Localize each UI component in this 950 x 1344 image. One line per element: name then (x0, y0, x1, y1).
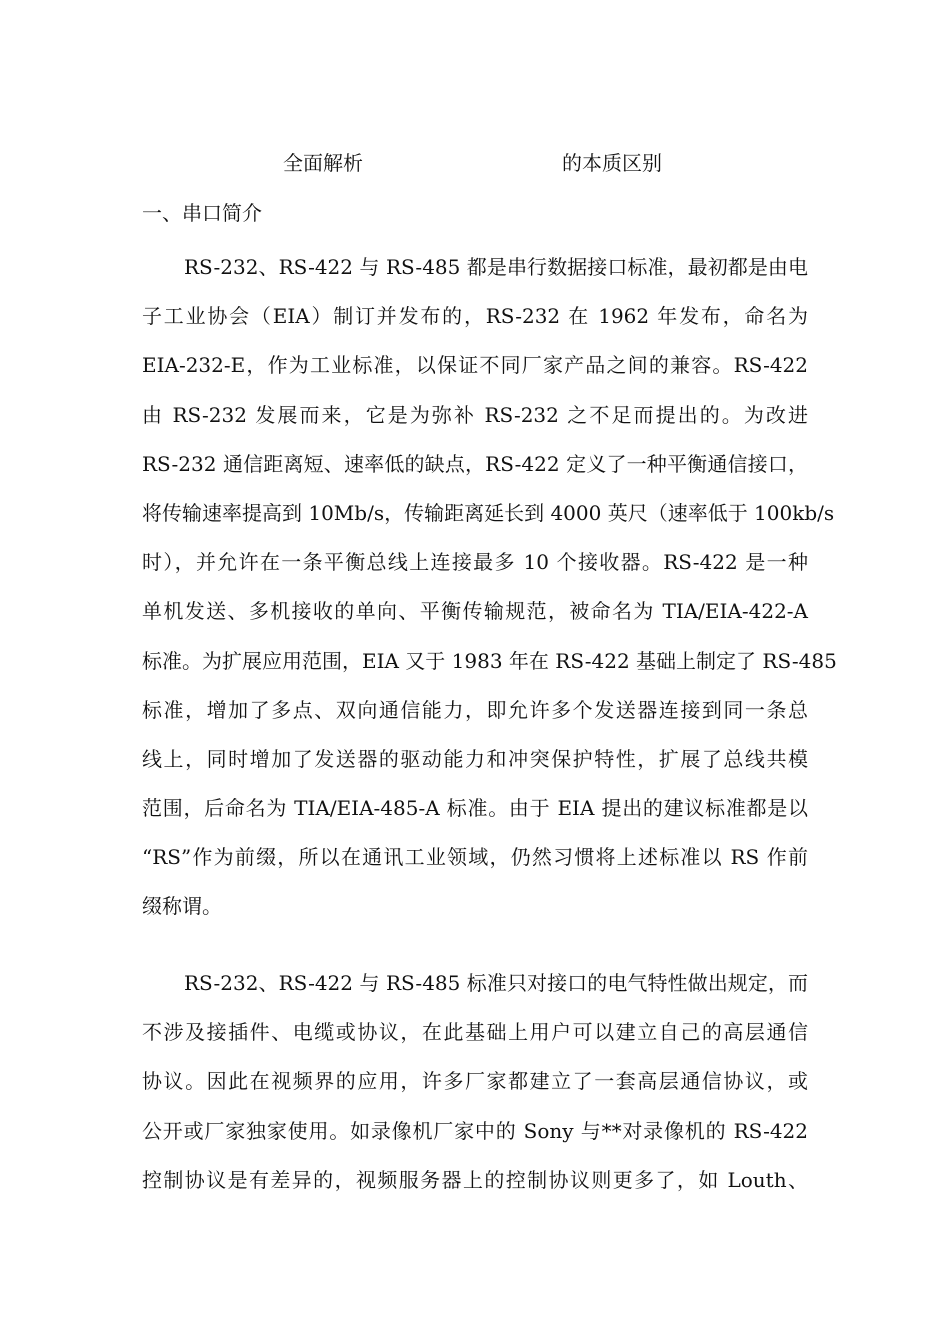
paragraph-line: 协议。因此在视频界的应用，许多厂家都建立了一套高层通信协议，或 (142, 1069, 808, 1094)
paragraph-1 (142, 243, 837, 932)
paragraph-line: 时），并允许在一条平衡总线上连接最多 10 个接收器。RS-422 是一种 (142, 550, 808, 575)
paragraph-line: 标准，增加了多点、双向通信能力，即允许多个发送器连接到同一条总 (142, 697, 808, 722)
paragraph-line: 将传输速率提高到 10Mb/s，传输距离延长到 4000 英尺（速率低于 100kb/s (142, 500, 835, 525)
paragraph-line: 子工业协会（EIA）制订并发布的，RS-232 在 1962 年发布，命名为 (142, 304, 808, 329)
paragraph-line: EIA-232-E，作为工业标准，以保证不同厂家产品之间的兼容。RS-422 (142, 353, 808, 378)
paragraph-line: 缀称谓。 (142, 894, 222, 919)
paragraph-line: 范围，后命名为 TIA/EIA-485-A 标准。由于 EIA 提出的建议标准都是以 (142, 796, 808, 821)
section-heading: 一、串口简介 (142, 201, 262, 225)
paragraph-line: RS-232 通信距离短、速率低的缺点，RS-422 定义了一种平衡通信接口， (142, 451, 808, 476)
paragraph-line: RS-232、RS-422 与 RS-485 都是串行数据接口标准，最初都是由电 (184, 255, 808, 279)
paragraph-line: 单机发送、多机接收的单向、平衡传输规范，被命名为 TIA/EIA-422-A (142, 599, 808, 624)
title-left-text: 全面解析 (283, 151, 363, 175)
paragraph-line: RS-232、RS-422 与 RS-485 标准只对接口的电气特性做出规定，而 (184, 971, 808, 995)
paragraph-2 (142, 959, 808, 1205)
paragraph-line: 线上，同时增加了发送器的驱动能力和冲突保护特性，扩展了总线共模 (142, 746, 808, 771)
paragraph-line: 不涉及接插件、电缆或协议，在此基础上用户可以建立自己的高层通信 (142, 1020, 808, 1045)
paragraph-line: 控制协议是有差异的，视频服务器上的控制协议则更多了，如 Louth、 (142, 1167, 808, 1192)
paragraph-line: “RS”作为前缀，所以在通讯工业领域，仍然习惯将上述标准以 RS 作前 (142, 845, 808, 870)
paragraph-line: 由 RS-232 发展而来，它是为弥补 RS-232 之不足而提出的。为改进 (142, 402, 808, 427)
title-right-text: 的本质区别 (562, 151, 662, 175)
paragraph-line: 公开或厂家独家使用。如录像机厂家中的 Sony 与**对录像机的 RS-422 (142, 1118, 808, 1143)
paragraph-line: 标准。为扩展应用范围，EIA 又于 1983 年在 RS-422 基础上制定了 RS-485 (142, 648, 837, 673)
document-title (0, 146, 950, 180)
